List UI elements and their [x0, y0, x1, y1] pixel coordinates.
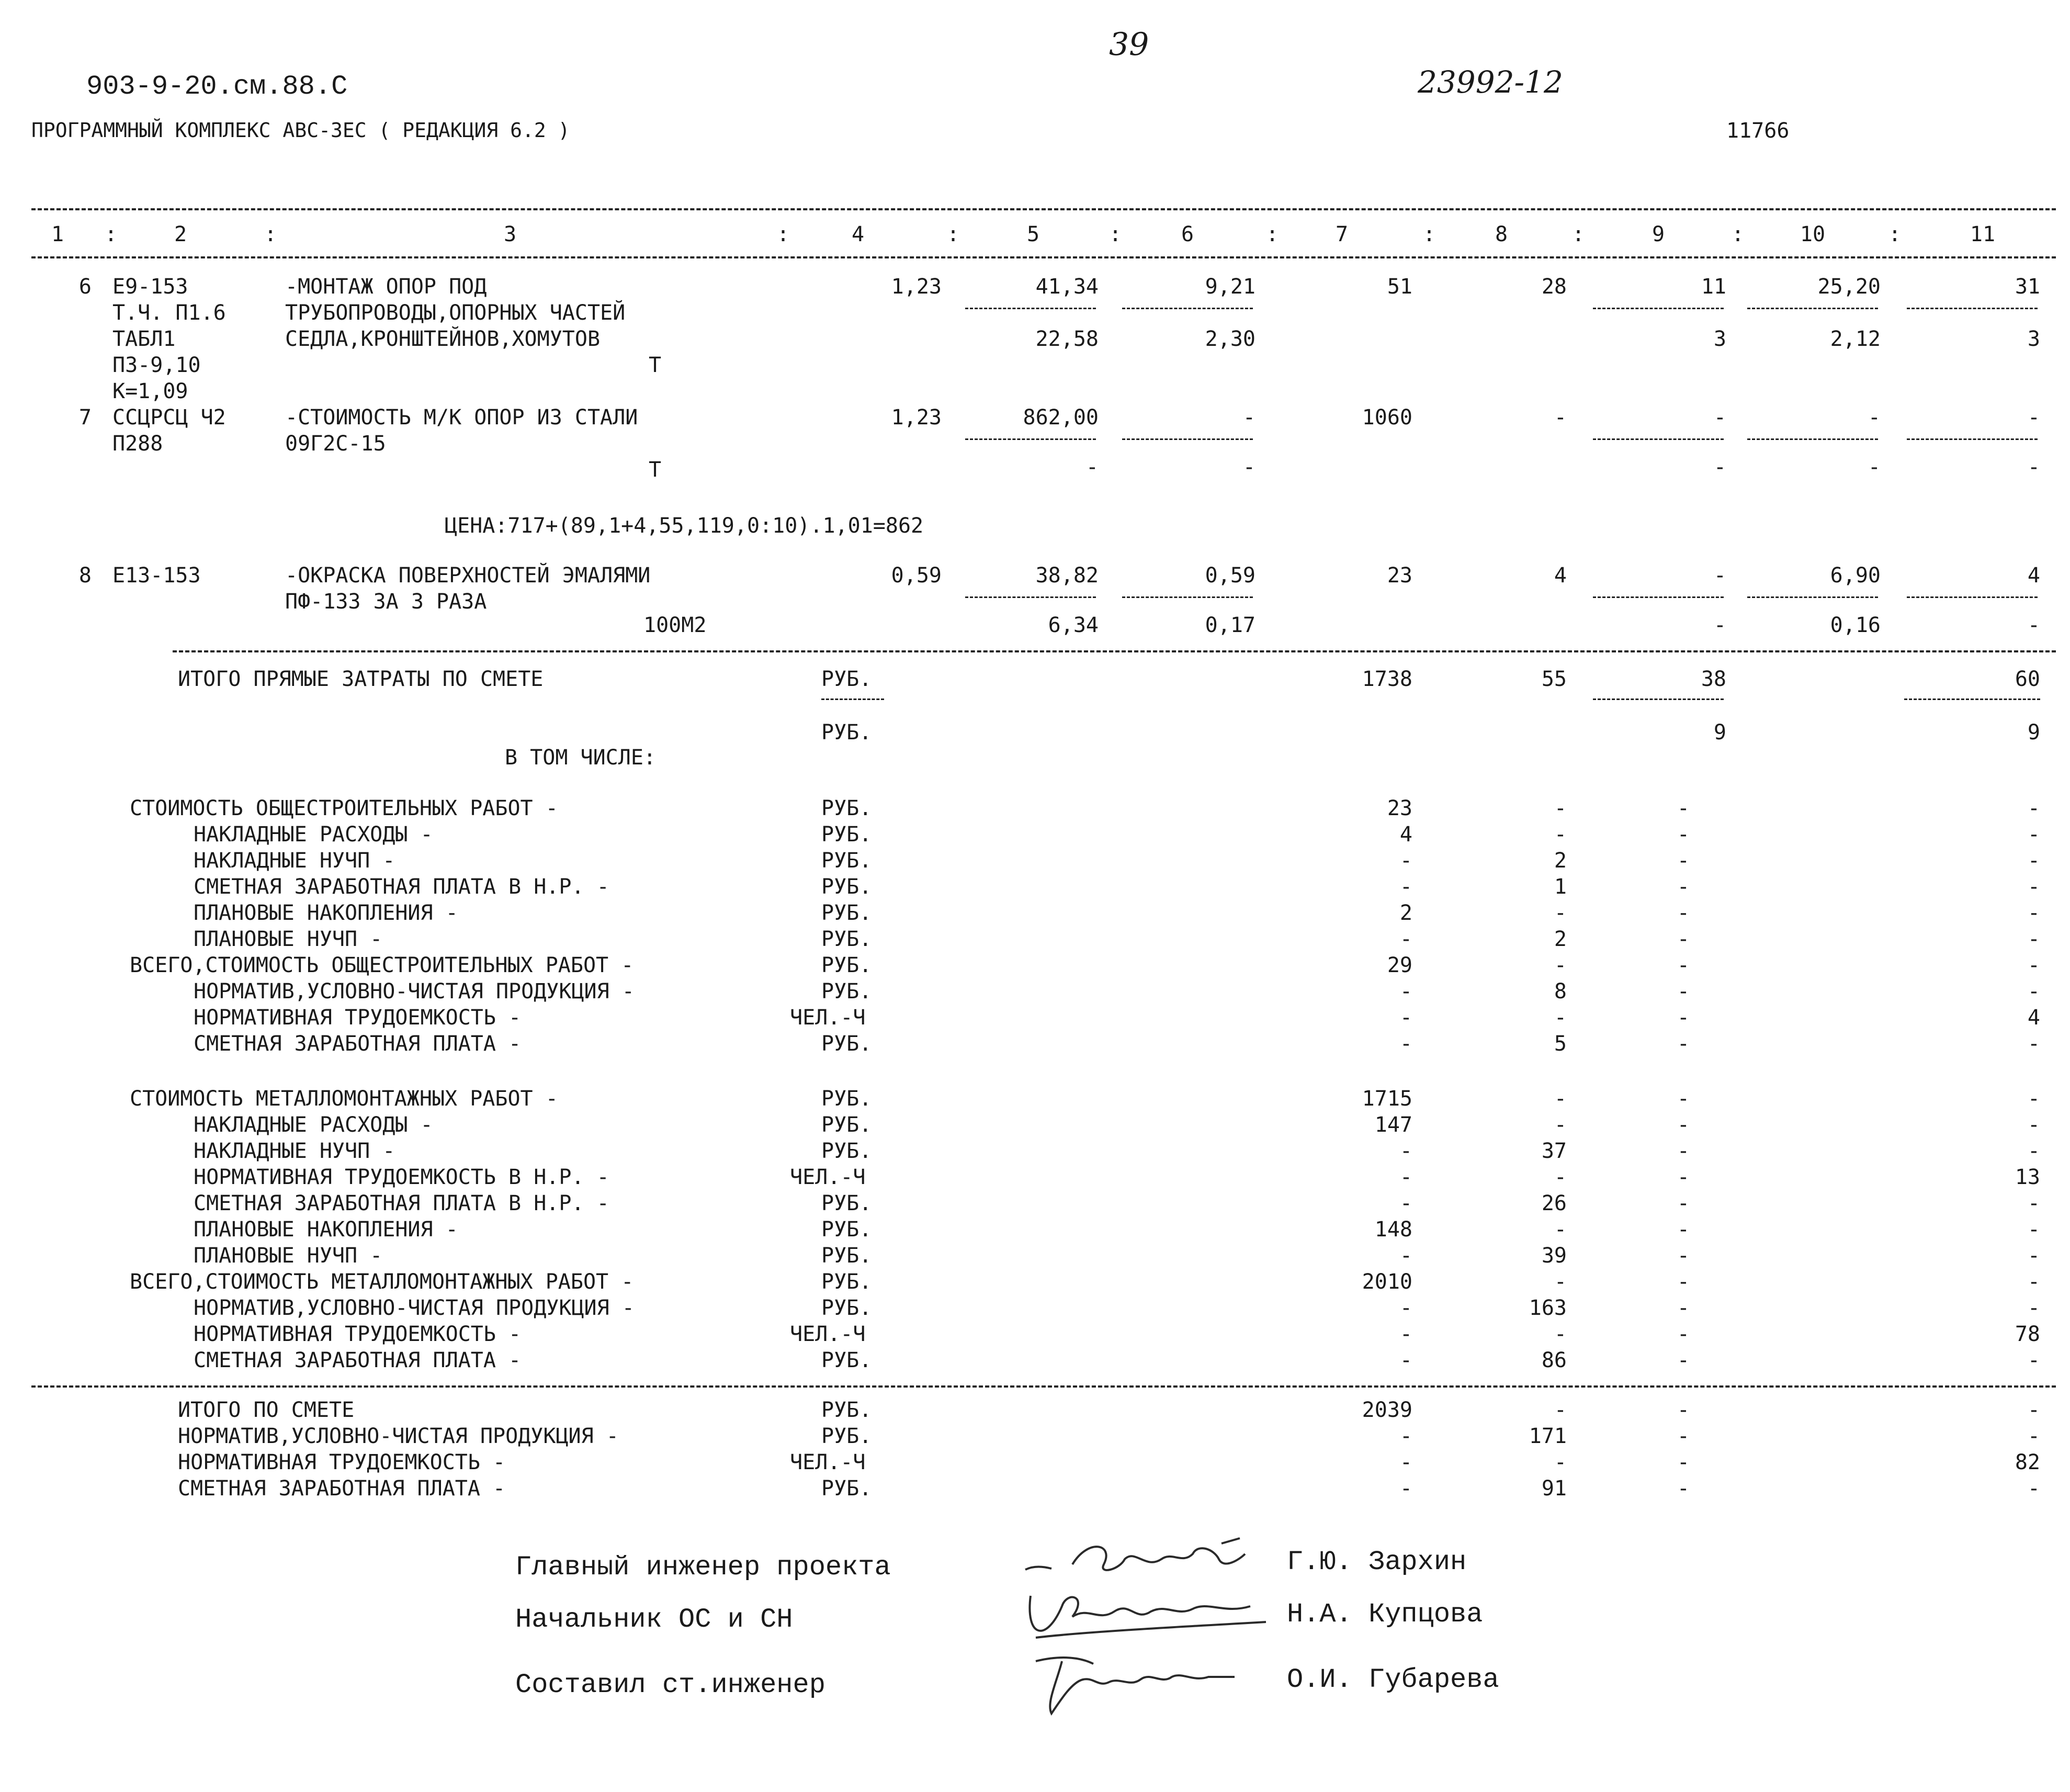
- general-construction-label: ПЛАНОВЫЕ НУЧП -: [194, 927, 383, 951]
- value-c7: -: [1399, 979, 1412, 1004]
- value-c11: 13: [2015, 1165, 2040, 1189]
- value-c5: 38,82: [1035, 563, 1099, 588]
- value-c7: 51: [1387, 275, 1412, 299]
- row-number: 6: [78, 275, 92, 299]
- value-c11b: 3: [2027, 327, 2040, 351]
- unit-underline: [821, 698, 884, 700]
- page-number: 39: [1109, 26, 1149, 63]
- work-description: 09Г2С-15: [285, 432, 386, 456]
- value-c4: 0,59: [891, 563, 942, 588]
- norm-code: Е13-153: [112, 563, 201, 588]
- value-c6b: 0,17: [1205, 613, 1255, 637]
- value-c8: 5: [1554, 1032, 1567, 1056]
- value-c8: 37: [1541, 1139, 1567, 1163]
- value-c11: -: [2027, 1348, 2040, 1372]
- norm-code: Т.Ч. П1.6: [112, 301, 226, 325]
- norm-code: К=1,09: [112, 379, 188, 403]
- value-c7: -: [1399, 1322, 1412, 1346]
- value-c9: -: [1677, 1450, 1690, 1474]
- work-description: СЕДЛА,КРОНШТЕЙНОВ,ХОМУТОВ: [285, 327, 601, 351]
- value-c6: 0,59: [1205, 563, 1255, 588]
- value-c6b: 2,30: [1205, 327, 1255, 351]
- work-description: ТРУБОПРОВОДЫ,ОПОРНЫХ ЧАСТЕЙ: [285, 301, 626, 325]
- metal-installation-label: СМЕТНАЯ ЗАРАБОТНАЯ ПЛАТА -: [194, 1348, 522, 1372]
- unit: РУБ.: [821, 901, 872, 925]
- value-c9: -: [1677, 1139, 1690, 1163]
- in-that-number-label: В ТОМ ЧИСЛЕ:: [505, 746, 656, 770]
- value-c7: -: [1399, 1165, 1412, 1189]
- value-c7: -: [1399, 875, 1412, 899]
- value-c9: -: [1677, 1165, 1690, 1189]
- value-c7: -: [1399, 1424, 1412, 1448]
- value-c11b: 9: [2027, 720, 2040, 745]
- value-c8: -: [1554, 1218, 1567, 1242]
- value-c8: -: [1554, 1398, 1567, 1422]
- value-c11: -: [2027, 822, 2040, 847]
- unit: РУБ.: [821, 1087, 872, 1111]
- underline-c6: [1122, 438, 1253, 440]
- value-c7: -: [1399, 1477, 1412, 1501]
- total-label: СМЕТНАЯ ЗАРАБОТНАЯ ПЛАТА -: [178, 1477, 506, 1501]
- unit-of-measure: Т: [649, 353, 662, 377]
- value-c8: -: [1554, 1165, 1567, 1189]
- value-c9: -: [1677, 1322, 1690, 1346]
- value-c10b: 0,16: [1830, 613, 1881, 637]
- value-c7: -: [1399, 1450, 1412, 1474]
- value-c11: -: [2027, 1191, 2040, 1215]
- norm-code: П288: [112, 432, 163, 456]
- value-c7: -: [1399, 849, 1412, 873]
- work-description: -СТОИМОСТЬ М/К ОПОР ИЗ СТАЛИ: [285, 405, 638, 430]
- value-c9: -: [1677, 822, 1690, 847]
- unit: РУБ.: [821, 1244, 872, 1268]
- value-c10: 25,20: [1817, 275, 1881, 299]
- underline-c9: [1593, 698, 1724, 700]
- value-c9: -: [1677, 1244, 1690, 1268]
- metal-installation-label: СМЕТНАЯ ЗАРАБОТНАЯ ПЛАТА В Н.Р. -: [194, 1191, 609, 1215]
- value-c8: 2: [1554, 927, 1567, 951]
- value-c9b: -: [1713, 455, 1726, 479]
- total-label: НОРМАТИВНАЯ ТРУДОЕМКОСТЬ -: [178, 1450, 506, 1474]
- underline-c11: [1907, 596, 2038, 598]
- underline-c5: [965, 308, 1096, 309]
- unit: РУБ.: [821, 1296, 872, 1320]
- total-label: ИТОГО ПО СМЕТЕ: [178, 1398, 355, 1422]
- underline-c11: [1904, 698, 2040, 700]
- column-header-1: 1: [51, 222, 64, 246]
- value-c7: 29: [1387, 953, 1412, 977]
- general-construction-label: СМЕТНАЯ ЗАРАБОТНАЯ ПЛАТА В Н.Р. -: [194, 875, 609, 899]
- itogo-direct-label: ИТОГО ПРЯМЫЕ ЗАТРАТЫ ПО СМЕТЕ: [178, 667, 544, 691]
- column-header-7: 7: [1335, 222, 1349, 246]
- value-c11: -: [2027, 979, 2040, 1004]
- value-c9: -: [1677, 979, 1690, 1004]
- value-c4: 1,23: [891, 275, 942, 299]
- value-c9: -: [1677, 1113, 1690, 1137]
- unit: РУБ.: [821, 720, 872, 745]
- value-c11: 31: [2015, 275, 2040, 299]
- value-c4: 1,23: [891, 405, 942, 430]
- value-c5b: 22,58: [1035, 327, 1099, 351]
- value-c11: 4: [2027, 1006, 2040, 1030]
- general-construction-label: ПЛАНОВЫЕ НАКОПЛЕНИЯ -: [194, 901, 458, 925]
- value-c7: -: [1399, 1296, 1412, 1320]
- unit: ЧЕЛ.-Ч: [790, 1165, 866, 1189]
- value-c7: 2039: [1362, 1398, 1412, 1422]
- general-construction-label: НОРМАТИВНАЯ ТРУДОЕМКОСТЬ -: [194, 1006, 522, 1030]
- general-construction-label: СМЕТНАЯ ЗАРАБОТНАЯ ПЛАТА -: [194, 1032, 522, 1056]
- value-c10: 6,90: [1830, 563, 1881, 588]
- value-c8: 86: [1541, 1348, 1567, 1372]
- unit: РУБ.: [821, 849, 872, 873]
- metal-installation-label: СТОИМОСТЬ МЕТАЛЛОМОНТАЖНЫХ РАБОТ -: [130, 1087, 558, 1111]
- work-description: ПФ-133 ЗА 3 РАЗА: [285, 590, 487, 614]
- value-c7: -: [1399, 1139, 1412, 1163]
- value-c9: -: [1677, 1087, 1690, 1111]
- value-c9: 11: [1701, 275, 1726, 299]
- unit: РУБ.: [821, 1113, 872, 1137]
- column-separator: :: [105, 222, 118, 246]
- metal-installation-label: ПЛАНОВЫЕ НАКОПЛЕНИЯ -: [194, 1218, 458, 1242]
- section-rule: [173, 650, 2056, 652]
- value-c7: -: [1399, 1191, 1412, 1215]
- value-c11: 4: [2027, 563, 2040, 588]
- column-header-9: 9: [1652, 222, 1665, 246]
- unit: РУБ.: [821, 667, 872, 691]
- value-c9b: -: [1713, 613, 1726, 637]
- value-c7: 1060: [1362, 405, 1412, 430]
- right-code: 11766: [1726, 119, 1790, 143]
- value-c11: -: [2027, 1424, 2040, 1448]
- program-title: ПРОГРАММНЫЙ КОМПЛЕКС АВС-3ЕС ( РЕДАКЦИЯ 6.2 ): [31, 119, 570, 142]
- value-c11: -: [2027, 875, 2040, 899]
- value-c7: -: [1399, 1032, 1412, 1056]
- unit-of-measure: 100М2: [643, 613, 707, 637]
- value-c11: -: [2027, 1113, 2040, 1137]
- value-c10b: 2,12: [1830, 327, 1881, 351]
- value-c11: 60: [2015, 667, 2040, 691]
- value-c9: -: [1677, 901, 1690, 925]
- handwritten-signature: [1015, 1640, 1287, 1719]
- work-description: -МОНТАЖ ОПОР ПОД: [285, 275, 487, 299]
- underline-c6: [1122, 308, 1253, 309]
- column-header-2: 2: [174, 222, 187, 246]
- signatory-name: Г.Ю. Зархин: [1287, 1547, 1467, 1577]
- column-separator: :: [1888, 222, 1902, 246]
- value-c8: 28: [1541, 275, 1567, 299]
- signatory-role: Главный инженер проекта: [515, 1552, 891, 1583]
- unit: ЧЕЛ.-Ч: [790, 1322, 866, 1346]
- value-c7: 4: [1399, 822, 1412, 847]
- value-c9: -: [1713, 405, 1726, 430]
- value-c8: -: [1554, 1270, 1567, 1294]
- price-formula: ЦЕНА:717+(89,1+4,55,119,0:10).1,01=862: [445, 514, 924, 538]
- value-c11: -: [2027, 405, 2040, 430]
- value-c7: 148: [1374, 1218, 1412, 1242]
- value-c7: -: [1399, 1348, 1412, 1372]
- column-separator: :: [1732, 222, 1745, 246]
- value-c11: -: [2027, 1477, 2040, 1501]
- underline-c9: [1593, 438, 1724, 440]
- norm-code: П3-9,10: [112, 353, 201, 377]
- value-c8: -: [1554, 1113, 1567, 1137]
- value-c9: -: [1677, 875, 1690, 899]
- value-c6b: -: [1242, 455, 1255, 479]
- underline-c10: [1747, 438, 1878, 440]
- unit: РУБ.: [821, 822, 872, 847]
- unit: РУБ.: [821, 1398, 872, 1422]
- unit: РУБ.: [821, 875, 872, 899]
- handwritten-doc-number: 23992-12: [1418, 64, 1563, 100]
- metal-installation-label: НАКЛАДНЫЕ РАСХОДЫ -: [194, 1113, 433, 1137]
- value-c7: 2: [1399, 901, 1412, 925]
- column-separator: :: [777, 222, 790, 246]
- value-c8: 2: [1554, 849, 1567, 873]
- value-c7: -: [1399, 1244, 1412, 1268]
- unit: РУБ.: [821, 1139, 872, 1163]
- value-c6: 9,21: [1205, 275, 1255, 299]
- underline-c6: [1122, 596, 1253, 598]
- column-separator: :: [1266, 222, 1279, 246]
- value-c8: 26: [1541, 1191, 1567, 1215]
- value-c8: 163: [1529, 1296, 1567, 1320]
- value-c9: -: [1677, 849, 1690, 873]
- unit-of-measure: Т: [649, 458, 662, 482]
- underline-c11: [1907, 308, 2038, 309]
- metal-installation-label: НАКЛАДНЫЕ НУЧП -: [194, 1139, 395, 1163]
- signatory-role: Начальник ОС и СН: [515, 1604, 793, 1635]
- value-c8: 171: [1529, 1424, 1567, 1448]
- underline-c5: [965, 438, 1096, 440]
- unit: РУБ.: [821, 1477, 872, 1501]
- unit: ЧЕЛ.-Ч: [790, 1450, 866, 1474]
- underline-c10: [1747, 308, 1878, 309]
- value-c9: -: [1677, 1218, 1690, 1242]
- value-c5: 862,00: [1023, 405, 1099, 430]
- value-c9: -: [1677, 1191, 1690, 1215]
- value-c9: -: [1677, 1477, 1690, 1501]
- value-c9: -: [1677, 953, 1690, 977]
- value-c11: -: [2027, 1032, 2040, 1056]
- column-header-11: 11: [1970, 222, 1996, 246]
- value-c8: -: [1554, 953, 1567, 977]
- value-c8: -: [1554, 405, 1567, 430]
- value-c9: -: [1677, 1006, 1690, 1030]
- value-c11: -: [2027, 1296, 2040, 1320]
- metal-installation-label: ВСЕГО,СТОИМОСТЬ МЕТАЛЛОМОНТАЖНЫХ РАБОТ -: [130, 1270, 634, 1294]
- value-c11: -: [2027, 1270, 2040, 1294]
- value-c11b: -: [2027, 455, 2040, 479]
- row-number: 7: [78, 405, 92, 430]
- underline-c11: [1907, 438, 2038, 440]
- column-header-3: 3: [503, 222, 517, 246]
- value-c7: 23: [1387, 563, 1412, 588]
- column-header-6: 6: [1181, 222, 1194, 246]
- signatory-role: Составил ст.инженер: [515, 1670, 825, 1700]
- value-c11b: -: [2027, 613, 2040, 637]
- value-c9b: 9: [1713, 720, 1726, 745]
- general-construction-label: НОРМАТИВ,УСЛОВНО-ЧИСТАЯ ПРОДУКЦИЯ -: [194, 979, 635, 1004]
- unit: ЧЕЛ.-Ч: [790, 1006, 866, 1030]
- value-c11: -: [2027, 901, 2040, 925]
- value-c9: -: [1677, 927, 1690, 951]
- value-c9: -: [1713, 563, 1726, 588]
- value-c8: -: [1554, 1087, 1567, 1111]
- document-code: 903-9-20.см.88.С: [86, 71, 348, 102]
- value-c5b: 6,34: [1048, 613, 1099, 637]
- value-c8: -: [1554, 822, 1567, 847]
- value-c7: -: [1399, 927, 1412, 951]
- value-c11: -: [2027, 1087, 2040, 1111]
- value-c7: 23: [1387, 796, 1412, 820]
- column-separator: :: [1423, 222, 1436, 246]
- column-header-5: 5: [1026, 222, 1040, 246]
- column-separator: :: [1572, 222, 1585, 246]
- unit: РУБ.: [821, 1191, 872, 1215]
- value-c11: -: [2027, 1139, 2040, 1163]
- value-c11: -: [2027, 849, 2040, 873]
- general-construction-label: ВСЕГО,СТОИМОСТЬ ОБЩЕСТРОИТЕЛЬНЫХ РАБОТ -: [130, 953, 634, 977]
- unit: РУБ.: [821, 1424, 872, 1448]
- unit: РУБ.: [821, 953, 872, 977]
- value-c5b: -: [1085, 455, 1099, 479]
- value-c10b: -: [1868, 455, 1881, 479]
- unit: РУБ.: [821, 796, 872, 820]
- value-c6: -: [1242, 405, 1255, 430]
- value-c11: 78: [2015, 1322, 2040, 1346]
- value-c7: 147: [1374, 1113, 1412, 1137]
- value-c11: -: [2027, 796, 2040, 820]
- value-c8: -: [1554, 1450, 1567, 1474]
- value-c9: -: [1677, 1398, 1690, 1422]
- value-c8: 4: [1554, 563, 1567, 588]
- value-c8: 39: [1541, 1244, 1567, 1268]
- value-c7: 1715: [1362, 1087, 1412, 1111]
- underline-c10: [1747, 596, 1878, 598]
- general-construction-label: НАКЛАДНЫЕ НУЧП -: [194, 849, 395, 873]
- underline-c9: [1593, 308, 1724, 309]
- value-c9: -: [1677, 1348, 1690, 1372]
- column-header-8: 8: [1495, 222, 1508, 246]
- unit: РУБ.: [821, 1270, 872, 1294]
- work-description: -ОКРАСКА ПОВЕРХНОСТЕЙ ЭМАЛЯМИ: [285, 563, 651, 588]
- value-c8: 55: [1541, 667, 1567, 691]
- value-c7: -: [1399, 1006, 1412, 1030]
- value-c5: 41,34: [1035, 275, 1099, 299]
- row-number: 8: [78, 563, 92, 588]
- value-c8: 8: [1554, 979, 1567, 1004]
- value-c9: -: [1677, 1032, 1690, 1056]
- norm-code: ССЦРСЦ Ч2: [112, 405, 226, 430]
- unit: РУБ.: [821, 1032, 872, 1056]
- value-c9: 38: [1701, 667, 1726, 691]
- underline-c9: [1593, 596, 1724, 598]
- column-separator: :: [947, 222, 960, 246]
- norm-code: ТАБЛ1: [112, 327, 176, 351]
- value-c11: -: [2027, 953, 2040, 977]
- general-construction-label: СТОИМОСТЬ ОБЩЕСТРОИТЕЛЬНЫХ РАБОТ -: [130, 796, 558, 820]
- value-c10: -: [1868, 405, 1881, 430]
- value-c9b: 3: [1713, 327, 1726, 351]
- general-construction-label: НАКЛАДНЫЕ РАСХОДЫ -: [194, 822, 433, 847]
- header-bottom-rule: [31, 256, 2056, 258]
- metal-installation-label: НОРМАТИВ,УСЛОВНО-ЧИСТАЯ ПРОДУКЦИЯ -: [194, 1296, 635, 1320]
- value-c9: -: [1677, 1296, 1690, 1320]
- signatory-name: О.И. Губарева: [1287, 1664, 1499, 1695]
- unit: РУБ.: [821, 1348, 872, 1372]
- value-c11: -: [2027, 1398, 2040, 1422]
- unit: РУБ.: [821, 979, 872, 1004]
- column-separator: :: [264, 222, 277, 246]
- column-header-10: 10: [1800, 222, 1826, 246]
- value-c11: -: [2027, 1244, 2040, 1268]
- value-c8: -: [1554, 1322, 1567, 1346]
- total-label: НОРМАТИВ,УСЛОВНО-ЧИСТАЯ ПРОДУКЦИЯ -: [178, 1424, 619, 1448]
- value-c11: 82: [2015, 1450, 2040, 1474]
- metal-installation-label: НОРМАТИВНАЯ ТРУДОЕМКОСТЬ В Н.Р. -: [194, 1165, 609, 1189]
- underline-c5: [965, 596, 1096, 598]
- value-c11: -: [2027, 927, 2040, 951]
- value-c7: 1738: [1362, 667, 1412, 691]
- value-c8: -: [1554, 796, 1567, 820]
- metal-installation-label: НОРМАТИВНАЯ ТРУДОЕМКОСТЬ -: [194, 1322, 522, 1346]
- unit: РУБ.: [821, 1218, 872, 1242]
- value-c7: 2010: [1362, 1270, 1412, 1294]
- column-header-4: 4: [851, 222, 865, 246]
- column-separator: :: [1109, 222, 1122, 246]
- unit: РУБ.: [821, 927, 872, 951]
- value-c8: -: [1554, 1006, 1567, 1030]
- value-c9: -: [1677, 1270, 1690, 1294]
- value-c9: -: [1677, 796, 1690, 820]
- header-top-rule: [31, 208, 2056, 210]
- norm-code: Е9-153: [112, 275, 188, 299]
- value-c8: 1: [1554, 875, 1567, 899]
- metal-installation-label: ПЛАНОВЫЕ НУЧП -: [194, 1244, 383, 1268]
- totals-rule: [31, 1385, 2056, 1388]
- value-c11: -: [2027, 1218, 2040, 1242]
- value-c8: -: [1554, 901, 1567, 925]
- value-c8: 91: [1541, 1477, 1567, 1501]
- signatory-name: Н.А. Купцова: [1287, 1599, 1483, 1630]
- value-c9: -: [1677, 1424, 1690, 1448]
